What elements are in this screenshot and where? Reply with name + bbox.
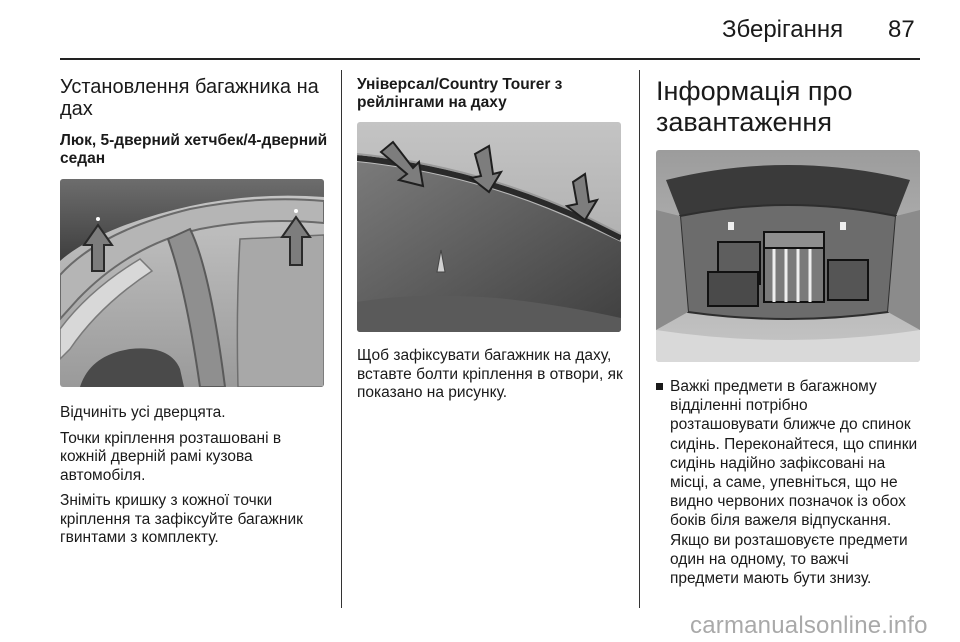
roof-rails-illustration xyxy=(357,122,621,332)
column-divider-2 xyxy=(639,70,640,608)
bullet-square-icon xyxy=(656,383,663,390)
figure-trunk-loading xyxy=(656,150,920,362)
page-number: 87 xyxy=(888,16,915,43)
subheading-wagon-country-tourer: Універсал/Country Tourer з рейлінгами на даху xyxy=(357,76,563,111)
header-divider xyxy=(60,58,920,60)
column-loading-info xyxy=(656,76,920,138)
paragraph: Відчиніть усі дверцята. xyxy=(60,404,226,421)
box-icon xyxy=(828,260,868,300)
bullet-text: Важкі предмети в багажному відділенні потрібно розташовувати ближче до спинок сидінь. Переконайтеся, що спинки сидінь надійно зафіксовані на місці, а саме, упевніться, що не видно червоних позначок із обох боків біля важеля відпускання. Якщо ви розташовуєте предмети один на одному, то важчі предмети мають бути знизу. xyxy=(670,378,918,588)
door-frame-illustration xyxy=(60,179,324,387)
watermark: carmanualsonline.info xyxy=(690,612,928,639)
column-roof-rack-wagon xyxy=(357,76,625,112)
trunk-illustration xyxy=(656,150,920,362)
figure-roof-rails-mounting xyxy=(357,122,621,332)
figure-door-frame-mounting-points xyxy=(60,179,324,387)
paragraph: Щоб зафіксувати багажник на даху, вставте болти кріплення в отвори, як показано на рисунку. xyxy=(357,347,623,401)
loading-tips-list xyxy=(656,377,920,588)
paragraph: Точки кріплення розташовані в кожній дверній рамі кузова автомобіля. xyxy=(60,429,282,484)
column-roof-rack-sedan xyxy=(60,76,328,168)
column-2-body xyxy=(357,347,625,410)
column-divider-1 xyxy=(341,70,342,608)
section-title: Зберігання xyxy=(722,16,844,43)
column-1-body xyxy=(60,404,328,555)
bottle-crate-icon xyxy=(764,232,824,302)
list-item xyxy=(656,377,920,588)
subheading-sedan-hatchback: Люк, 5-дверний хетчбек/4-дверний седан xyxy=(60,132,328,167)
column-3-body xyxy=(656,377,920,588)
paragraph: Зніміть кришку з кожної точки кріплення та зафіксуйте багажник гвинтами з комплекту. xyxy=(60,492,303,546)
section-heading-roof-rack: Установлення багажника на дах xyxy=(60,76,319,120)
section-heading-loading-info: Інформація про завантаження xyxy=(656,76,853,137)
